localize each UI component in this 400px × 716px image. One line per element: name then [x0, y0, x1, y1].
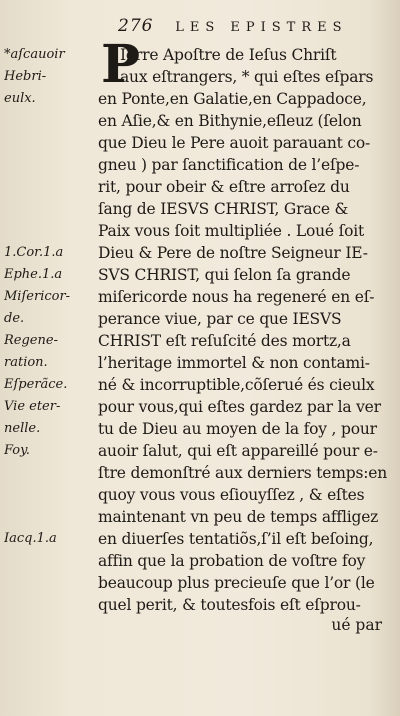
text-line: maintenant vn peu de temps affligez: [98, 508, 379, 526]
margin-note-line: Hebri-: [4, 69, 47, 84]
text-line: en Aſie,& en Bithynie,eſleuz (ſelon: [98, 112, 362, 130]
text-line: auoir ſalut, qui eſt appareillé pour e-: [98, 442, 378, 460]
margin-note-line: ration.: [4, 355, 48, 370]
text-line: aux eſtrangers, * qui eſtes eſpars: [120, 68, 374, 86]
margin-note-line: eulx.: [4, 91, 36, 106]
margin-note-line: Regene-: [4, 333, 58, 348]
text-line: ſtre demonſtré aux derniers temps:en: [98, 464, 388, 482]
text-line: rit, pour obeir & eſtre arroſez du: [98, 178, 350, 196]
drop-capital: P: [101, 34, 141, 95]
text-line: en Ponte,en Galatie,en Cappadoce,: [98, 90, 367, 108]
margin-note-line: Vie eter-: [4, 399, 61, 414]
text-line: l’heritage immortel & non contami-: [98, 354, 370, 372]
running-title: LES EPISTRES: [175, 20, 348, 35]
margin-note: [4, 396, 102, 440]
margin-note-line: Miſericor-: [4, 289, 71, 304]
text-line: tu de Dieu au moyen de la foy , pour: [98, 420, 377, 438]
text-line: gneu ) par ſanctification de l’eſpe-: [98, 156, 360, 174]
margin-note-line: Foy.: [4, 443, 30, 458]
text-line: en diuerſes tentatiõs,ſ’il eſt beſoing,: [98, 530, 374, 548]
text-line: Dieu & Pere de noſtre Seigneur IE-: [98, 244, 368, 262]
page-header: [118, 16, 390, 38]
margin-note-line: de.: [4, 311, 25, 326]
text-line: Paix vous ſoit multipliée . Loué ſoit: [98, 222, 365, 240]
margin-note: [4, 330, 102, 374]
folio-number: 276: [118, 16, 154, 36]
text-line: SVS CHRIST, qui ſelon ſa grande: [98, 266, 351, 284]
epistle-text: [98, 34, 394, 616]
text-line: pour vous,qui eſtes gardez par la ver: [98, 398, 381, 416]
text-line: Ierre Apoſtre de Ieſus Chriſt: [120, 46, 337, 64]
text-line: né & incorruptible,cõſerué és cieulx: [98, 376, 375, 394]
margin-note-line: Iacq.1.a: [4, 531, 57, 546]
text-line: que Dieu le Pere auoit parauant co-: [98, 134, 371, 152]
text-line: CHRIST eſt reſuſcité des mortz,a: [98, 332, 351, 350]
text-line: perance viue, par ce que IESVS: [98, 310, 342, 328]
text-line: affin que la probation de voſtre foy: [98, 552, 366, 570]
margin-note: [4, 440, 102, 462]
margin-note-line: Eſperãce.: [4, 377, 68, 392]
text-line: miſericorde nous ha regeneré en eſ-: [98, 288, 375, 306]
margin-note: [4, 528, 102, 550]
text-line: ſang de IESVS CHRIST, Grace &: [98, 200, 349, 218]
margin-note-line: Ephe.1.a: [4, 267, 63, 282]
catchword: ué par: [331, 616, 382, 634]
margin-note: [4, 44, 102, 110]
margin-note: [4, 374, 102, 396]
margin-note: [4, 242, 102, 330]
margin-note-line: nelle.: [4, 421, 41, 436]
text-line: quel perit, & toutesfois eſt eſprou-: [98, 596, 361, 614]
margin-note-line: *aſcauoir: [4, 47, 65, 62]
text-line: beaucoup plus precieuſe que l’or (le: [98, 574, 375, 592]
margin-note-line: 1.Cor.1.a: [4, 245, 64, 260]
text-line: quoy vous vous eſiouyſſez , & eſtes: [98, 486, 365, 504]
